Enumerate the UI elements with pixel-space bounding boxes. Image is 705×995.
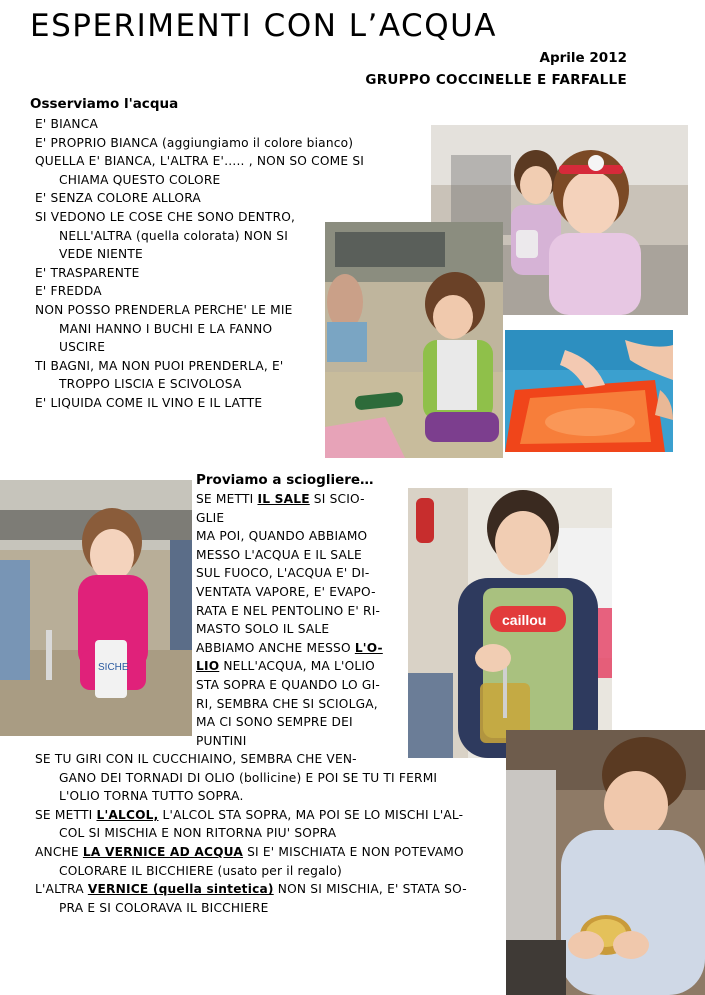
tshirt-label-text: caillou (502, 612, 547, 628)
text-line (196, 639, 383, 658)
text-line (35, 806, 467, 825)
bottle-label-text: SICHE (98, 662, 129, 673)
text-line: TROPPO LISCIA E SCIVOLOSA (59, 377, 242, 392)
text-span: SE METTI (196, 492, 258, 506)
text-span: L'ALTRA (35, 882, 88, 897)
text-line: PRA E SI COLORAVA IL BICCHIERE (59, 900, 269, 915)
keyword-synthetic-paint: VERNICE (quella sintetica) (87, 882, 274, 897)
text-line: GLIE (196, 510, 225, 525)
text-line: SI VEDONO LE COSE CHE SONO DENTRO, (35, 209, 296, 224)
text-line: GANO DEI TORNADI DI OLIO (bollicine) E POI SE TU TI FERMI (59, 770, 438, 785)
photo-boy-closeup (506, 730, 705, 995)
text-line (35, 880, 467, 899)
keyword-water-paint: LA VERNICE AD ACQUA (82, 844, 244, 859)
text-span: SE METTI (35, 807, 97, 822)
text-span: L'ALCOL STA SOPRA, MA POI SE LO MISCHI L'AL- (158, 807, 464, 822)
text-line: COL SI MISCHIA E NON RITORNA PIU' SOPRA (59, 826, 337, 841)
text-line: RATA E NEL PENTOLINO E' RI- (196, 603, 381, 618)
section-heading-dissolve: Proviamo a sciogliere… (196, 472, 374, 488)
date-label: Aprile 2012 (539, 50, 627, 66)
text-span: NON SI MISCHIA, E' STATA SO- (273, 882, 467, 897)
text-span: SI E' MISCHIATA E NON POTEVAMO (243, 844, 464, 859)
text-line: E' FREDDA (35, 284, 102, 299)
dissolve-text-block (196, 490, 383, 750)
observe-text-block (35, 115, 364, 413)
text-line: E' SENZA COLORE ALLORA (35, 191, 201, 206)
text-line: MANI HANNO I BUCHI E LA FANNO (59, 321, 273, 336)
text-line: E' PROPRIO BIANCA (aggiungiamo il colore bianco) (35, 135, 354, 150)
keyword-oil: L'O- (354, 640, 383, 655)
text-line: PUNTINI (196, 733, 247, 748)
text-line: MA CI SONO SEMPRE DEI (196, 715, 353, 730)
section-heading-observe: Osserviamo l'acqua (30, 96, 179, 112)
photo-girl-bottle (325, 222, 503, 458)
text-span: NELL'ACQUA, MA L'OLIO (219, 659, 375, 674)
text-line: QUELLA E' BIANCA, L'ALTRA E'….. , NON SO COME SI (35, 154, 365, 169)
text-line: USCIRE (59, 340, 106, 355)
text-line: E' TRASPARENTE (35, 265, 140, 280)
text-span: ANCHE (35, 844, 83, 859)
keyword-salt: IL SALE (257, 492, 310, 506)
text-line: TI BAGNI, MA NON PUOI PRENDERLA, E' (35, 358, 284, 373)
text-line: CHIAMA QUESTO COLORE (59, 172, 221, 187)
photo-girl-bottle-image (325, 222, 503, 458)
photo-boy-glass-image (408, 488, 612, 758)
text-line: NON POSSO PRENDERLA PERCHE' LE MIE (35, 302, 293, 317)
text-line: E' LIQUIDA COME IL VINO E IL LATTE (35, 395, 263, 410)
photo-orange-basin-image (505, 330, 673, 452)
mixing-text-block (35, 750, 467, 917)
group-label: GRUPPO COCCINELLE E FARFALLE (365, 72, 627, 88)
page-title: ESPERIMENTI CON L’ACQUA (30, 8, 498, 44)
photo-girl-pink-spoon (0, 480, 192, 736)
text-line: MASTO SOLO IL SALE (196, 622, 330, 637)
photo-girl-pink-spoon-image (0, 480, 192, 736)
text-line: E' BIANCA (35, 117, 98, 131)
photo-boy-closeup-image (506, 730, 705, 995)
text-line: NELL'ALTRA (quella colorata) NON SI (59, 228, 289, 243)
text-line: MESSO L'ACQUA E IL SALE (196, 547, 362, 562)
text-line: RI, SEMBRA CHE SI SCIOLGA, (196, 696, 378, 711)
text-line: SE TU GIRI CON IL CUCCHIAINO, SEMBRA CHE VEN- (35, 752, 357, 766)
text-span: SI SCIO- (309, 492, 365, 506)
text-line: MA POI, QUANDO ABBIAMO (196, 529, 368, 544)
text-line: VENTATA VAPORE, E' EVAPO- (196, 584, 376, 599)
keyword-oil-cont: LIO (196, 659, 220, 674)
text-line: L'OLIO TORNA TUTTO SOPRA. (59, 789, 244, 804)
text-line: STA SOPRA E QUANDO LO GI- (196, 677, 380, 692)
photo-orange-basin (505, 330, 673, 452)
text-line (196, 490, 383, 509)
text-line: COLORARE IL BICCHIERE (usato per il regalo) (59, 863, 342, 878)
text-line (196, 657, 383, 676)
text-span: ABBIAMO ANCHE MESSO (196, 640, 355, 655)
photo-boy-glass (408, 488, 612, 758)
text-line: SUL FUOCO, L'ACQUA E' DI- (196, 566, 370, 581)
text-line (35, 843, 467, 862)
keyword-alcohol: L'ALCOL, (96, 807, 159, 822)
text-line: VEDE NIENTE (59, 247, 143, 262)
